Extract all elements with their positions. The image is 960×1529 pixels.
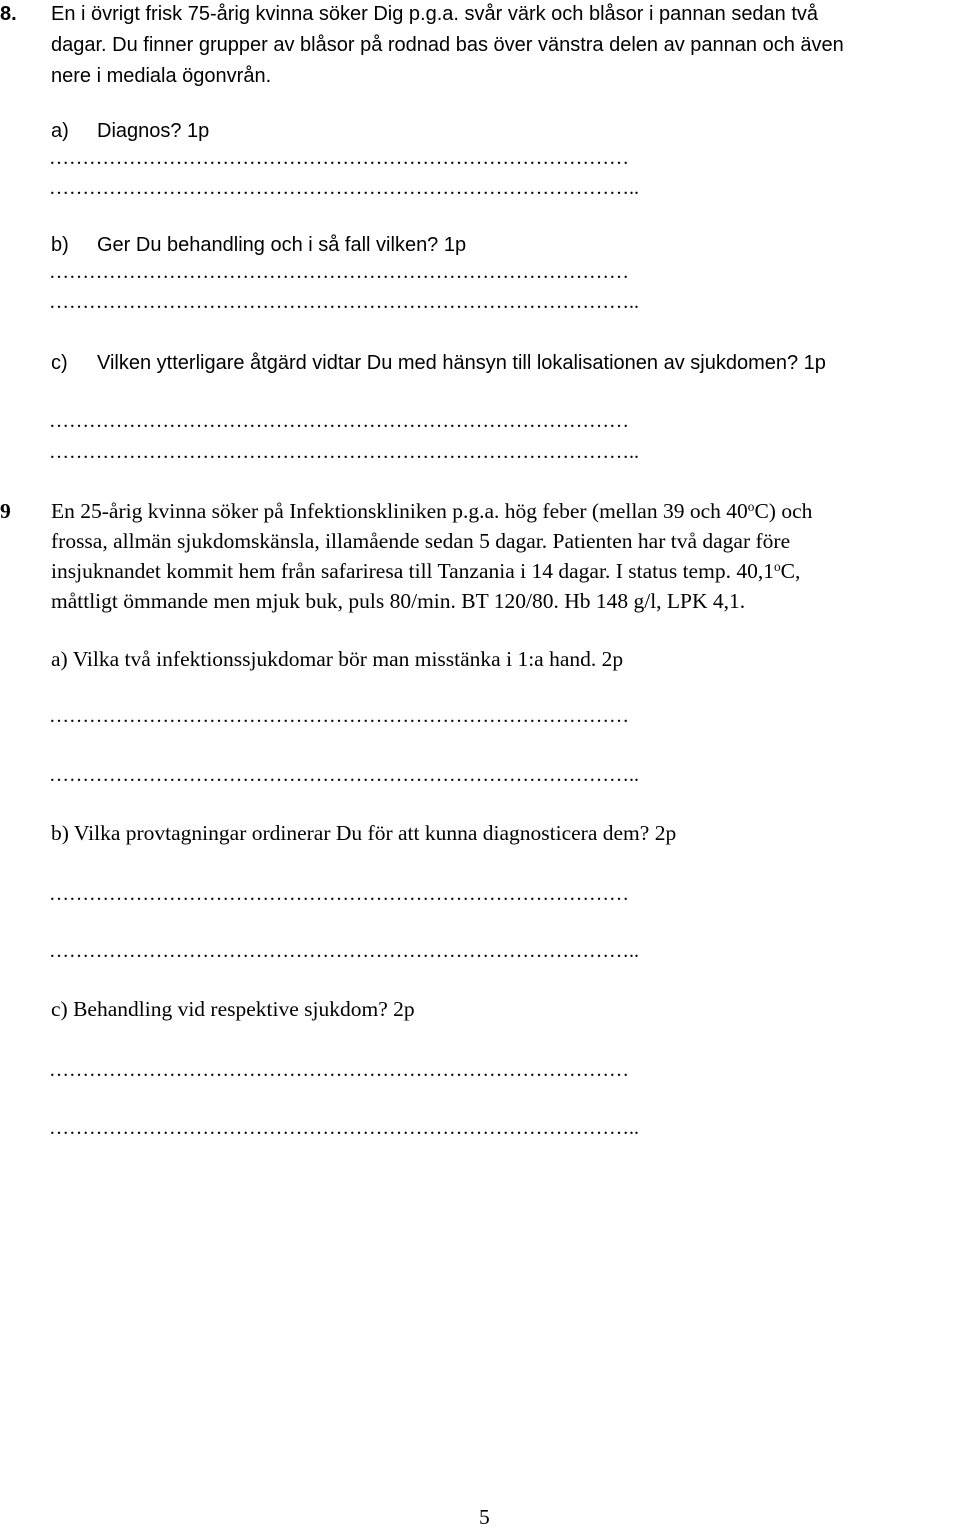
question-8a-text: Diagnos? 1p [97,120,210,142]
answer-line: …………………………………………………………………………….. [49,177,639,199]
answer-line: …………………………………………………………………………… [49,147,629,169]
question-9-line-1-end: C) och [754,499,813,523]
degree-superscript: o [773,558,781,574]
answer-line: …………………………………………………………………………….. [49,1117,639,1139]
question-8a-label: a) [51,120,69,142]
question-8-text-line-1: En i övrigt frisk 75-årig kvinna söker Dig p.g.a. svår värk och blåsor i pannan sedan två [51,3,819,25]
question-8c-label: c) [51,352,68,374]
question-8b-text: Ger Du behandling och i så fall vilken? 1p [97,234,467,256]
question-9-text-line-4: måttligt ömmande men mjuk buk, puls 80/min. BT 120/80. Hb 148 g/l, LPK 4,1. [51,589,746,613]
question-9-line-3-end: C, [780,559,801,583]
question-9b-text: b) Vilka provtagningar ordinerar Du för att kunna diagnosticera dem? 2p [51,821,677,845]
question-8-text-line-2: dagar. Du finner grupper av blåsor på rodnad bas över vänstra delen av pannan och även [51,34,844,56]
question-9c-text: c) Behandling vid respektive sjukdom? 2p [51,997,415,1021]
question-9-text-line-2: frossa, allmän sjukdomskänsla, illamående sedan 5 dagar. Patienten har två dagar före [51,529,791,553]
question-9-text-line-1 [51,498,813,523]
page-number: 5 [479,1505,490,1529]
question-8-text-line-3: nere i mediala ögonvrån. [51,65,272,87]
question-8b-label: b) [51,234,69,256]
question-8c-text: Vilken ytterligare åtgärd vidtar Du med hänsyn till lokalisationen av sjukdomen? 1p [97,352,826,374]
answer-line: …………………………………………………………………………….. [49,940,639,962]
answer-line: …………………………………………………………………………… [49,1059,629,1081]
question-8-number: 8. [0,3,17,25]
question-9-text-line-3 [51,558,801,583]
answer-line: …………………………………………………………………………….. [49,764,639,786]
question-9a-text: a) Vilka två infektionssjukdomar bör man misstänka i 1:a hand. 2p [51,647,624,671]
question-9-line-1-main: En 25-årig kvinna söker på Infektionskliniken p.g.a. hög feber (mellan 39 och 40 [51,499,748,523]
answer-line: …………………………………………………………………………….. [49,441,639,463]
answer-line: …………………………………………………………………………… [49,705,629,727]
question-9-number: 9 [0,499,11,523]
answer-line: …………………………………………………………………………… [49,410,629,432]
question-9-line-3-main: insjuknandet kommit hem från safariresa till Tanzania i 14 dagar. I status temp. 40,1 [51,559,774,583]
answer-line: …………………………………………………………………………… [49,883,629,905]
answer-line: …………………………………………………………………………….. [49,291,639,313]
degree-superscript: o [747,498,755,514]
answer-line: …………………………………………………………………………… [49,261,629,283]
